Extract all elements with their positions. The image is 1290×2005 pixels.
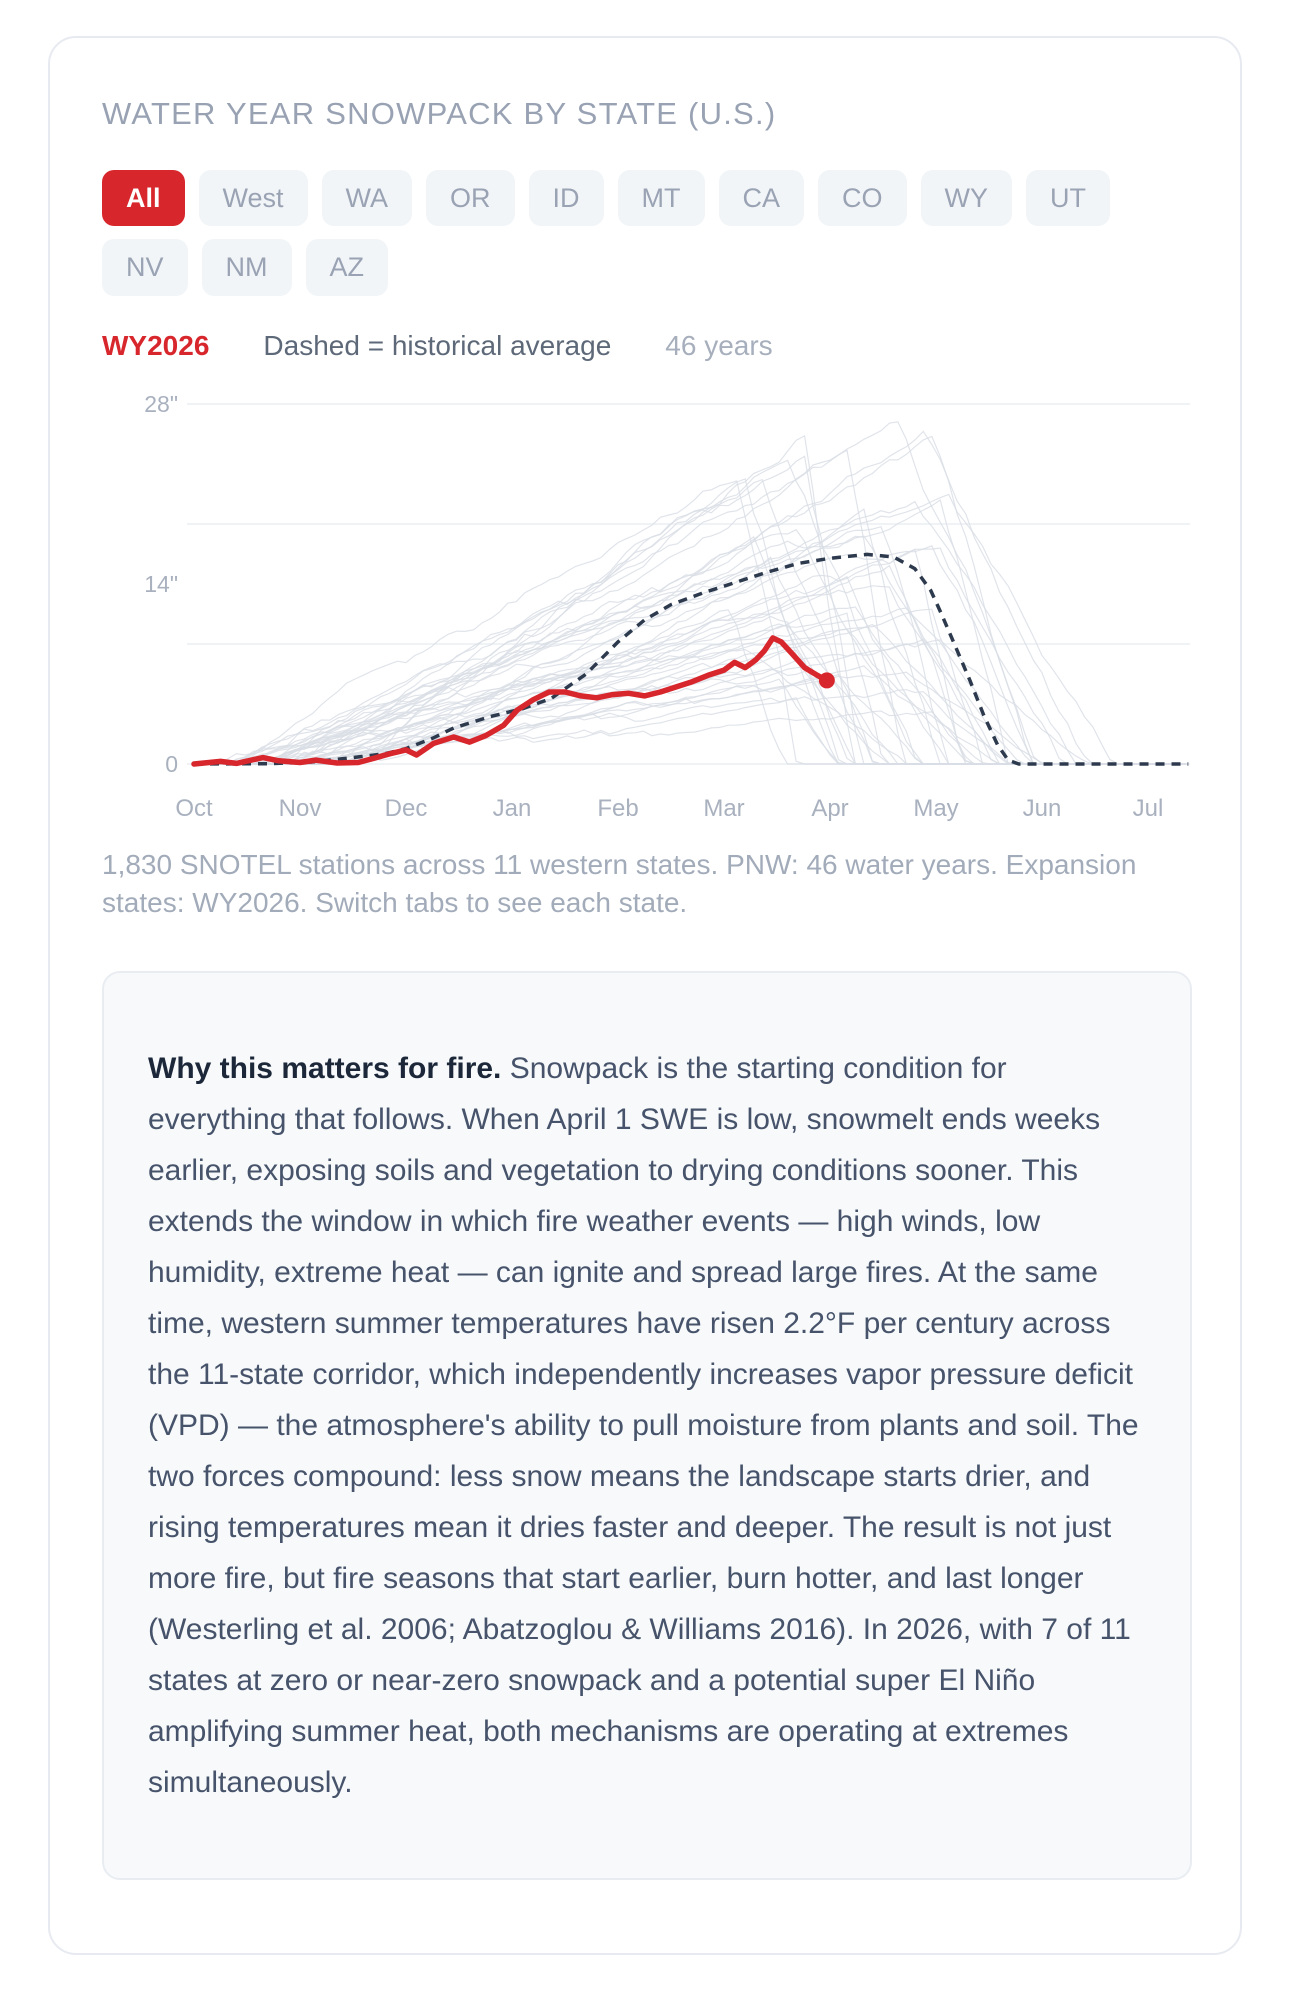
fire-note-body: Snowpack is the starting condition for everything that follows. When April 1 SWE is low, snowmelt ends weeks earlier, exposing soils and vegetation to drying conditions sooner. This extends the window in which fire weather events — high winds, low humidity, extreme heat — can ignite and spread large fires. At the same time, western summer temperatures have risen 2.2°F per century across the 11-state corridor, which independently increases vapor pressure deficit (VPD) — the atmosphere's ability to pull moisture from plants and soil. The two forces compound: less snow means the landscape starts drier, and rising temperatures mean it dries faster and deeper. The result is not just more fire, but fire seasons that start earlier, burn hotter, and last longer (Westerling et al. 2006; Abatzoglou & Williams 2016). In 2026, with 7 of 11 states at zero or near-zero snowpack and a potential super El Niño amplifying summer heat, both mechanisms are operating at extremes simultaneously. — [148, 1052, 1139, 1800]
x-axis-tick-label: Jun — [1022, 794, 1062, 822]
tab-west[interactable]: West — [199, 170, 308, 226]
chart-legend — [102, 330, 1188, 362]
tab-all[interactable]: All — [102, 170, 185, 226]
wy2026-end-dot — [819, 672, 835, 688]
x-axis-tick-label: Dec — [384, 794, 428, 822]
x-axis-tick-label: May — [913, 794, 959, 822]
snowpack-chart-svg — [102, 384, 1192, 832]
tab-nv[interactable]: NV — [102, 239, 188, 295]
x-axis-tick-label: Nov — [278, 794, 322, 822]
snowpack-card — [48, 36, 1242, 1955]
x-axis-tick-label: Mar — [703, 794, 745, 822]
legend-wy2026-label: WY2026 — [102, 329, 210, 361]
fire-note-lead: Why this matters for fire. — [148, 1052, 502, 1086]
x-axis-tick-label: Oct — [175, 794, 213, 822]
historical-year-line — [194, 537, 1186, 764]
x-axis-tick-label: Apr — [811, 794, 849, 822]
y-axis-tick-label: 28" — [144, 390, 178, 417]
historical-year-line — [194, 431, 1186, 764]
chart-caption: 1,830 SNOTEL stations across 11 western states. PNW: 46 water years. Expansion states: WY2026. Switch tabs to see each state. — [102, 848, 1137, 918]
historical-year-line — [194, 479, 1186, 763]
y-axis-tick-label: 14" — [144, 570, 178, 597]
tab-mt[interactable]: MT — [618, 170, 705, 226]
tab-ut[interactable]: UT — [1026, 170, 1110, 226]
tab-co[interactable]: CO — [818, 170, 907, 226]
tab-id[interactable]: ID — [529, 170, 604, 226]
y-axis-tick-label: 0 — [165, 750, 178, 777]
tab-ca[interactable]: CA — [719, 170, 805, 226]
tab-az[interactable]: AZ — [306, 239, 389, 295]
x-axis-tick-label: Jan — [492, 794, 532, 822]
tab-wa[interactable]: WA — [322, 170, 413, 226]
historical-year-line — [194, 529, 1186, 763]
historical-year-line — [194, 548, 1186, 764]
fire-note-box — [102, 971, 1192, 1880]
fire-note-text — [148, 1043, 1146, 1808]
x-axis-tick-label: Jul — [1132, 794, 1164, 822]
page-title: WATER YEAR SNOWPACK BY STATE (U.S.) — [102, 96, 777, 131]
tab-wy[interactable]: WY — [921, 170, 1013, 226]
tab-or[interactable]: OR — [426, 170, 515, 226]
state-tabs — [102, 170, 1188, 296]
snowpack-chart — [102, 384, 1192, 832]
historical-year-line — [194, 536, 1186, 764]
x-axis-tick-label: Feb — [597, 794, 639, 822]
legend-years-label: 46 years — [665, 329, 773, 361]
legend-dashed-label: Dashed = historical average — [263, 329, 612, 361]
tab-nm[interactable]: NM — [202, 239, 292, 295]
